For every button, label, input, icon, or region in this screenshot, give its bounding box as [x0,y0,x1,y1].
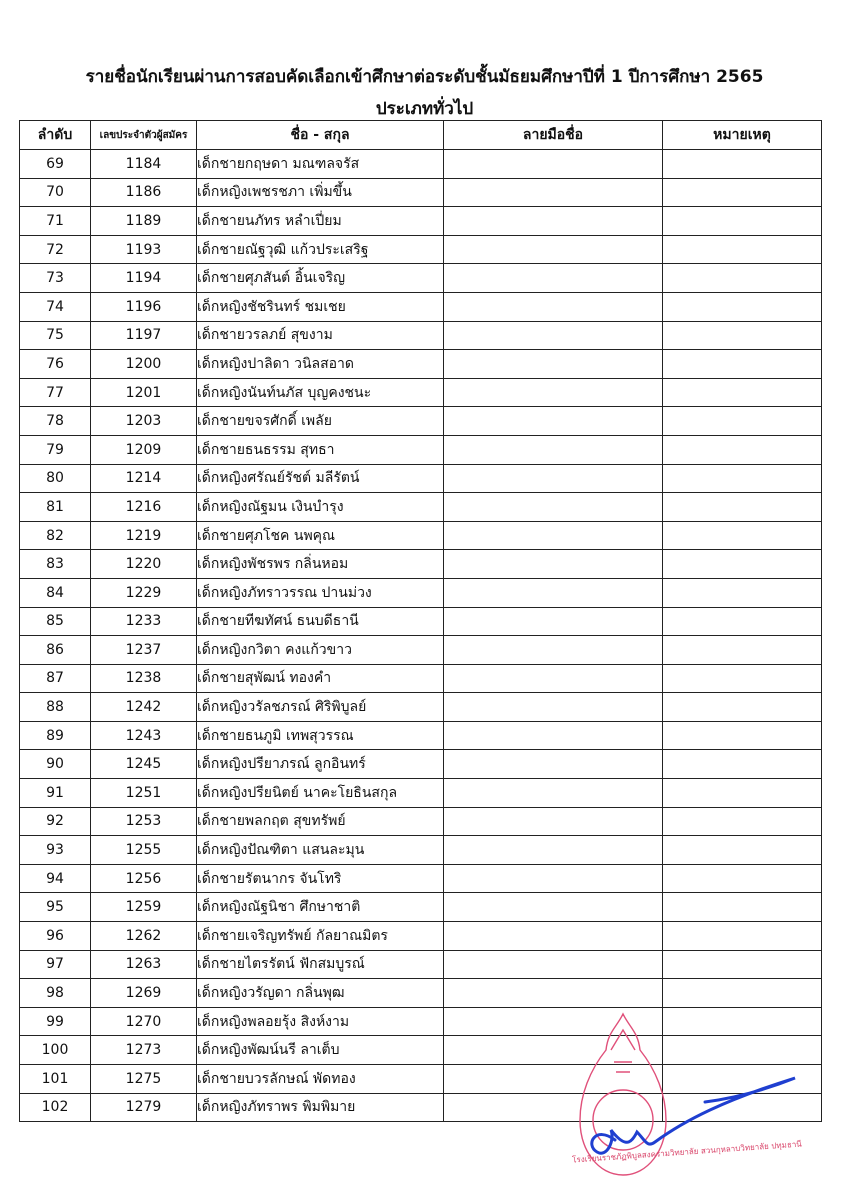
row-applicant-id-cell: 1243 [91,721,197,750]
table-row [20,264,822,293]
table-row [20,664,822,693]
table-row [20,178,822,207]
row-name-cell: เด็กหญิงณัฐมน เงินบำรุง [197,493,444,522]
row-signature-cell [444,207,663,236]
table-row [20,693,822,722]
row-name-cell: เด็กหญิงพัชรพร กลิ่นหอม [197,550,444,579]
row-seq-cell: 71 [20,207,91,236]
row-remarks-cell [663,321,822,350]
table-row [20,1007,822,1036]
table-row [20,578,822,607]
row-remarks-cell [663,578,822,607]
row-name-cell: เด็กชายศุภสันต์ อิ้นเจริญ [197,264,444,293]
row-signature-cell [444,493,663,522]
row-applicant-id-cell: 1233 [91,607,197,636]
row-signature-cell [444,893,663,922]
row-applicant-id-cell: 1242 [91,693,197,722]
row-name-cell: เด็กชายกฤษดา มณฑลจรัส [197,150,444,179]
table-row [20,750,822,779]
row-remarks-cell [663,893,822,922]
row-remarks-cell [663,150,822,179]
row-signature-cell [444,150,663,179]
row-signature-cell [444,807,663,836]
row-remarks-cell [663,550,822,579]
row-name-cell: เด็กหญิงปรียนิตย์ นาคะโยธินสกุล [197,779,444,808]
row-remarks-cell [663,350,822,379]
table-row [20,922,822,951]
row-name-cell: เด็กหญิงเพชรชภา เพิ่มขึ้น [197,178,444,207]
row-seq-cell: 69 [20,150,91,179]
row-name-cell: เด็กหญิงณัฐนิชา ศึกษาชาติ [197,893,444,922]
row-applicant-id-cell: 1253 [91,807,197,836]
page-title: รายชื่อนักเรียนผ่านการสอบคัดเลือกเข้าศึกษาต่อระดับชั้นมัธยมศึกษาปีที่ 1 ปีการศึกษา 2565 [85,67,764,87]
row-name-cell: เด็กหญิงกวิตา คงแก้วขาว [197,636,444,665]
row-seq-cell: 102 [20,1093,91,1122]
row-name-cell: เด็กชายบวรลักษณ์ พัดทอง [197,1065,444,1094]
row-applicant-id-cell: 1194 [91,264,197,293]
row-seq-cell: 80 [20,464,91,493]
row-applicant-id-cell: 1251 [91,779,197,808]
row-applicant-id-cell: 1220 [91,550,197,579]
row-name-cell: เด็กหญิงภัทราพร พิมพิมาย [197,1093,444,1122]
row-name-cell: เด็กหญิงปรียาภรณ์ ลูกอินทร์ [197,750,444,779]
table-row [20,807,822,836]
row-applicant-id-cell: 1237 [91,636,197,665]
row-signature-cell [444,779,663,808]
row-signature-cell [444,836,663,865]
seal-caption: โรงเรียนราชภัฏพิบูลสงครามวิทยาลัย สวนกุหลาบวิทยาลัย ปทุมธานี [571,1139,803,1165]
row-signature-cell [444,979,663,1008]
row-name-cell: เด็กหญิงภัทราวรรณ ปานม่วง [197,578,444,607]
row-name-cell: เด็กหญิงศรัณย์รัชต์ มลีรัตน์ [197,464,444,493]
row-seq-cell: 100 [20,1036,91,1065]
table-row [20,207,822,236]
row-applicant-id-cell: 1263 [91,950,197,979]
table-row [20,235,822,264]
table-row [20,779,822,808]
row-remarks-cell [663,950,822,979]
row-applicant-id-cell: 1201 [91,378,197,407]
row-seq-cell: 97 [20,950,91,979]
row-applicant-id-cell: 1193 [91,235,197,264]
table-row [20,721,822,750]
column-header-seq: ลำดับ [20,121,91,150]
table-row [20,521,822,550]
row-signature-cell [444,350,663,379]
row-seq-cell: 86 [20,636,91,665]
row-applicant-id-cell: 1200 [91,350,197,379]
row-signature-cell [444,922,663,951]
row-seq-cell: 83 [20,550,91,579]
row-applicant-id-cell: 1275 [91,1065,197,1094]
row-signature-cell [444,550,663,579]
row-seq-cell: 99 [20,1007,91,1036]
row-seq-cell: 96 [20,922,91,951]
row-applicant-id-cell: 1255 [91,836,197,865]
row-remarks-cell [663,235,822,264]
row-applicant-id-cell: 1259 [91,893,197,922]
table-row [20,321,822,350]
row-signature-cell [444,235,663,264]
row-remarks-cell [663,807,822,836]
row-signature-cell [444,435,663,464]
row-applicant-id-cell: 1262 [91,922,197,951]
row-remarks-cell [663,750,822,779]
row-seq-cell: 72 [20,235,91,264]
row-name-cell: เด็กชายนภัทร หลำเปี่ยม [197,207,444,236]
row-signature-cell [444,378,663,407]
row-name-cell: เด็กหญิงพลอยรุ้ง สิงห์งาม [197,1007,444,1036]
row-name-cell: เด็กชายทีฆทัศน์ ธนบดีธานี [197,607,444,636]
table-row [20,292,822,321]
row-seq-cell: 74 [20,292,91,321]
row-signature-cell [444,292,663,321]
row-applicant-id-cell: 1184 [91,150,197,179]
row-seq-cell: 89 [20,721,91,750]
row-seq-cell: 81 [20,493,91,522]
row-signature-cell [444,178,663,207]
row-seq-cell: 94 [20,864,91,893]
table-row [20,407,822,436]
row-applicant-id-cell: 1238 [91,664,197,693]
row-signature-cell [444,321,663,350]
row-seq-cell: 92 [20,807,91,836]
row-name-cell: เด็กหญิงชัชรินทร์ ชมเชย [197,292,444,321]
row-remarks-cell [663,264,822,293]
column-header-signature: ลายมือชื่อ [444,121,663,150]
row-applicant-id-cell: 1216 [91,493,197,522]
row-seq-cell: 75 [20,321,91,350]
row-applicant-id-cell: 1245 [91,750,197,779]
table-row [20,979,822,1008]
table-row [20,350,822,379]
column-header-applicant-id: เลขประจำตัวผู้สมัคร [91,121,197,150]
column-header-remarks: หมายเหตุ [663,121,822,150]
row-name-cell: เด็กชายพลกฤต สุขทรัพย์ [197,807,444,836]
table-row [20,636,822,665]
row-seq-cell: 82 [20,521,91,550]
table-row [20,464,822,493]
table-header-row [20,121,822,150]
row-applicant-id-cell: 1273 [91,1036,197,1065]
row-seq-cell: 76 [20,350,91,379]
table-row [20,1036,822,1065]
row-name-cell: เด็กชายวรลภย์ สุขงาม [197,321,444,350]
row-applicant-id-cell: 1189 [91,207,197,236]
row-remarks-cell [663,979,822,1008]
row-signature-cell [444,464,663,493]
row-name-cell: เด็กหญิงนันท์นภัส บุญคงชนะ [197,378,444,407]
row-seq-cell: 78 [20,407,91,436]
row-name-cell: เด็กชายไตรรัตน์ ฟักสมบูรณ์ [197,950,444,979]
row-name-cell: เด็กชายณัฐวุฒิ แก้วประเสริฐ [197,235,444,264]
row-seq-cell: 84 [20,578,91,607]
table-row [20,378,822,407]
row-remarks-cell [663,407,822,436]
row-seq-cell: 77 [20,378,91,407]
row-applicant-id-cell: 1219 [91,521,197,550]
row-applicant-id-cell: 1203 [91,407,197,436]
row-signature-cell [444,521,663,550]
row-remarks-cell [663,493,822,522]
table-row [20,864,822,893]
row-name-cell: เด็กหญิงปัณฑิตา แสนละมุน [197,836,444,865]
row-applicant-id-cell: 1197 [91,321,197,350]
row-remarks-cell [663,1007,822,1036]
row-remarks-cell [663,207,822,236]
row-remarks-cell [663,864,822,893]
row-remarks-cell [663,779,822,808]
row-name-cell: เด็กหญิงปาลิดา วนิลสอาด [197,350,444,379]
table-row [20,836,822,865]
table-body [20,150,822,1122]
row-remarks-cell [663,521,822,550]
row-seq-cell: 93 [20,836,91,865]
page-subtitle: ประเภททั่วไป [375,99,474,119]
row-remarks-cell [663,378,822,407]
row-seq-cell: 87 [20,664,91,693]
signature-mark [585,1070,805,1160]
row-name-cell: เด็กหญิงวรัญดา กลิ่นพุฒ [197,979,444,1008]
row-seq-cell: 101 [20,1065,91,1094]
row-remarks-cell [663,664,822,693]
row-name-cell: เด็กชายศุภโชค นพคุณ [197,521,444,550]
row-signature-cell [444,636,663,665]
row-applicant-id-cell: 1214 [91,464,197,493]
row-signature-cell [444,664,663,693]
row-remarks-cell [663,292,822,321]
row-applicant-id-cell: 1256 [91,864,197,893]
row-remarks-cell [663,693,822,722]
row-signature-cell [444,750,663,779]
row-applicant-id-cell: 1279 [91,1093,197,1122]
table-row [20,550,822,579]
row-signature-cell [444,407,663,436]
table-row [20,435,822,464]
column-header-name: ชื่อ - สกุล [197,121,444,150]
row-seq-cell: 88 [20,693,91,722]
row-remarks-cell [663,836,822,865]
row-seq-cell: 70 [20,178,91,207]
row-seq-cell: 85 [20,607,91,636]
row-remarks-cell [663,607,822,636]
row-name-cell: เด็กชายขจรศักดิ์ เพลัย [197,407,444,436]
row-remarks-cell [663,636,822,665]
row-seq-cell: 90 [20,750,91,779]
table-row [20,893,822,922]
row-applicant-id-cell: 1270 [91,1007,197,1036]
row-signature-cell [444,721,663,750]
row-name-cell: เด็กชายรัตนากร จันโทริ [197,864,444,893]
row-signature-cell [444,950,663,979]
row-name-cell: เด็กชายธนภูมิ เทพสุวรรณ [197,721,444,750]
row-name-cell: เด็กหญิงวรัลชภรณ์ ศิริพิบูลย์ [197,693,444,722]
table-row [20,493,822,522]
row-signature-cell [444,578,663,607]
table-row [20,607,822,636]
row-applicant-id-cell: 1186 [91,178,197,207]
row-name-cell: เด็กชายสุพัฒน์ ทองคำ [197,664,444,693]
row-name-cell: เด็กหญิงพัฒน์นรี ลาเต็บ [197,1036,444,1065]
row-remarks-cell [663,721,822,750]
row-seq-cell: 73 [20,264,91,293]
row-applicant-id-cell: 1269 [91,979,197,1008]
row-applicant-id-cell: 1209 [91,435,197,464]
row-applicant-id-cell: 1229 [91,578,197,607]
row-remarks-cell [663,922,822,951]
row-remarks-cell [663,435,822,464]
row-remarks-cell [663,178,822,207]
student-table [19,120,822,1122]
row-signature-cell [444,607,663,636]
row-seq-cell: 91 [20,779,91,808]
row-remarks-cell [663,464,822,493]
row-seq-cell: 79 [20,435,91,464]
row-remarks-cell [663,1036,822,1065]
row-signature-cell [444,864,663,893]
row-signature-cell [444,693,663,722]
row-name-cell: เด็กชายเจริญทรัพย์ กัลยาณมิตร [197,922,444,951]
row-seq-cell: 95 [20,893,91,922]
row-name-cell: เด็กชายธนธรรม สุทธา [197,435,444,464]
table-row [20,950,822,979]
row-applicant-id-cell: 1196 [91,292,197,321]
row-signature-cell [444,264,663,293]
table-row [20,150,822,179]
row-seq-cell: 98 [20,979,91,1008]
